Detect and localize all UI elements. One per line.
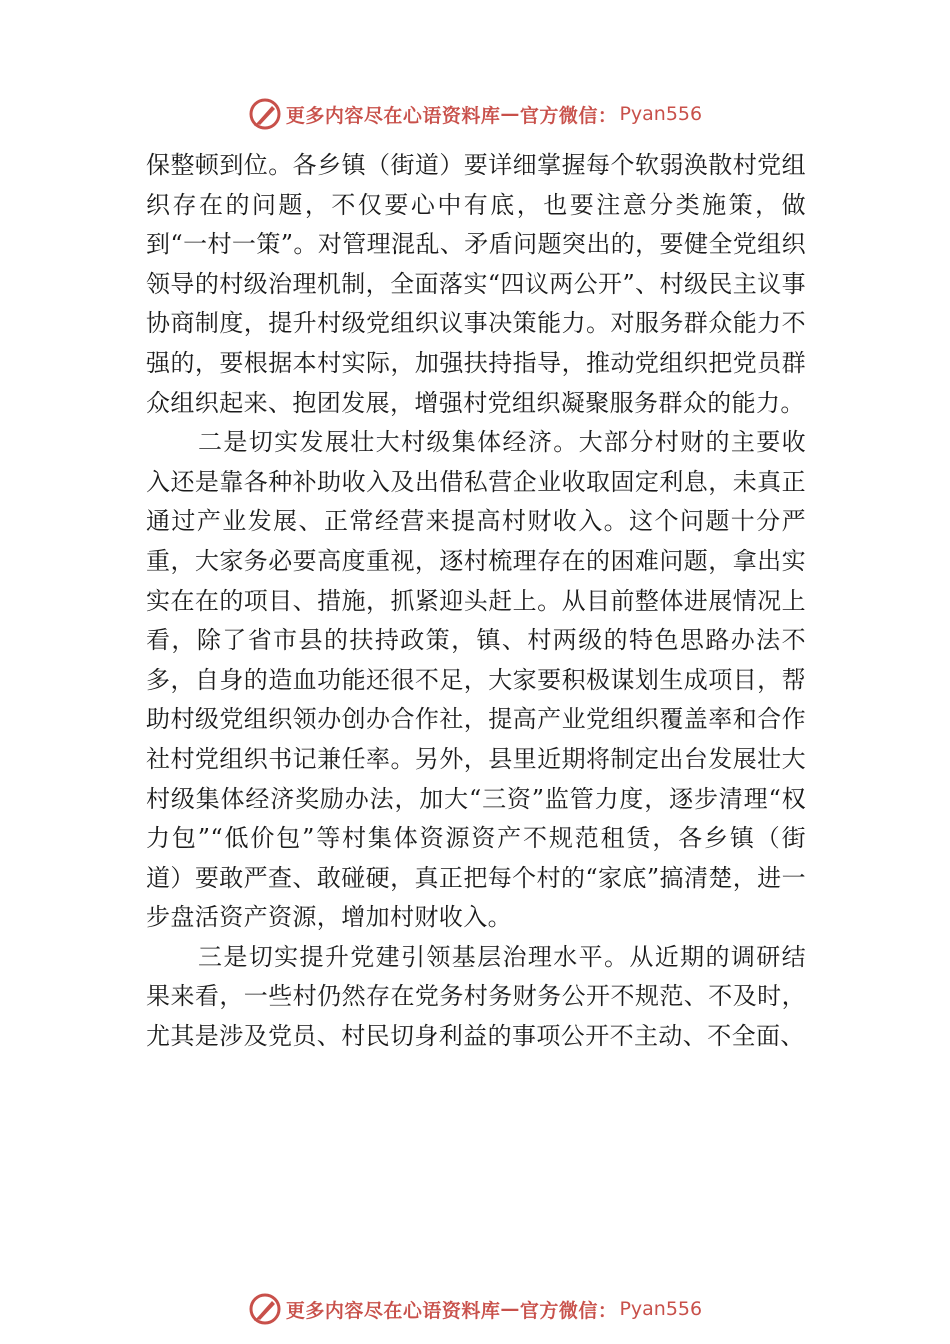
paragraph-2: 二是切实发展壮大村级集体经济。大部分村财的主要收入还是靠各种补助收入及出借私营企业收取固定利息，未真正通过产业发展、正常经营来提高村财收入。这个问题十分严重，大家务必要高度重视，逐村梳理存在的困难问题，拿出实实在在的项目、措施，抓紧迎头赶上。从目前整体进展情况上看，除了省市县的扶持政策，镇、村两级的特色思路办法不多，自身的造血功能还很不足，大家要积极谋划生成项目，帮助村级党组织领办创办合作社，提高产业党组织覆盖率和合作社村党组织书记兼任率。另外，县里近期将制定出台发展壮大村级集体经济奖励办法，加大“三资”监管力度，逐步清理“权力包”“低价包”等村集体资源资产不规范租赁，各乡镇（街道）要敢严查、敢碰硬，真正把每个村的“家底”搞清楚，进一步盘活资产资源，增加村财收入。	[146, 428, 806, 932]
paragraph-1: 保整顿到位。各乡镇（街道）要详细掌握每个软弱涣散村党组织存在的问题，不仅要心中有底，也要注意分类施策，做到“一村一策”。对管理混乱、矛盾问题突出的，要健全党组织领导的村级治理机制，全面落实“四议两公开”、村级民主议事协商制度，提升村级党组织议事决策能力。对服务群众能力不强的，要根据本村实际，加强扶持指导，推动党组织把党员群众组织起来、抱团发展，增强村党组织凝聚服务群众的能力。	[146, 151, 806, 417]
paragraph-3: 三是切实提升党建引领基层治理水平。从近期的调研结果来看，一些村仍然存在党务村务财务公开不规范、不及时，尤其是涉及党员、村民切身利益的事项公开不主动、不全面、	[146, 942, 806, 1051]
pen-logo-icon	[248, 1292, 282, 1326]
header-wechat-id: Pyan556	[619, 103, 703, 125]
footer-banner	[0, 1289, 950, 1329]
document-body	[146, 146, 806, 1057]
pen-logo-icon	[248, 97, 282, 131]
header-wechat-label: 官方微信：	[519, 104, 618, 127]
footer-wechat-id: Pyan556	[619, 1298, 703, 1320]
header-banner	[0, 94, 950, 134]
footer-site-text: 更多内容尽在心语资料库	[285, 1299, 501, 1322]
header-separator: —	[500, 103, 520, 125]
footer-wechat-label: 官方微信：	[519, 1299, 618, 1322]
header-site-text: 更多内容尽在心语资料库	[285, 104, 501, 127]
footer-separator: —	[500, 1298, 520, 1320]
